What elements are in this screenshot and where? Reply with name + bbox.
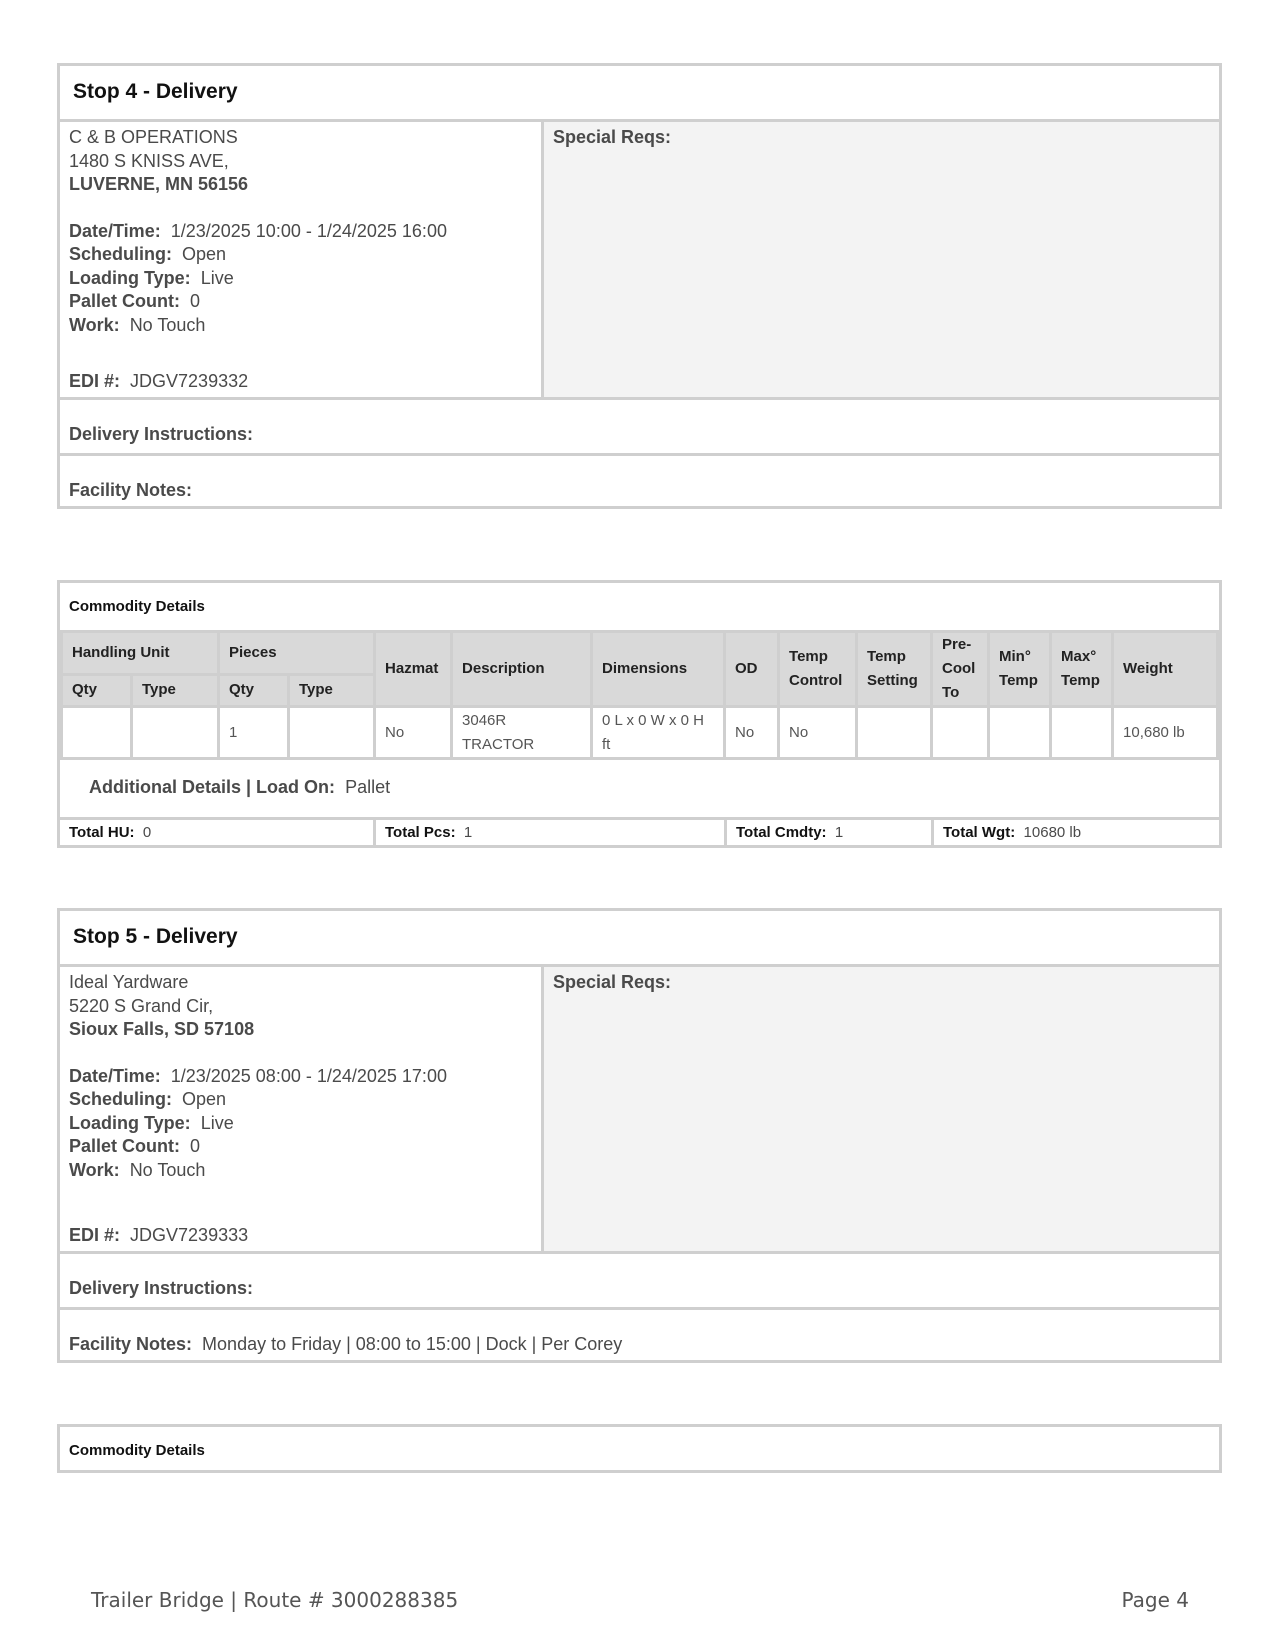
loading-type-field: Loading Type: Live — [69, 1112, 234, 1133]
cell-max-temp — [1051, 707, 1113, 759]
header-pc-qty: Qty — [219, 674, 289, 706]
header-hu-qty: Qty — [62, 674, 132, 706]
stop-5-panel — [57, 908, 1222, 1363]
facility-notes: Facility Notes: — [60, 453, 1219, 506]
header-handling-unit: Handling Unit — [62, 632, 219, 675]
total-pcs: Total Pcs: 1 — [373, 820, 724, 845]
header-temp-control: Temp Control — [779, 632, 857, 707]
work-field: Work: No Touch — [69, 1159, 206, 1180]
cell-pc-qty: 1 — [219, 707, 289, 759]
work-field: Work: No Touch — [69, 314, 206, 335]
total-hu: Total HU: 0 — [69, 824, 152, 841]
scheduling-field: Scheduling: Open — [69, 1089, 227, 1109]
header-pc-type: Type — [289, 674, 375, 706]
header-dimensions: Dimensions — [592, 632, 725, 707]
company-name: C & B OPERATIONS — [69, 127, 238, 147]
city-state-zip: Sioux Falls, SD 57108 — [69, 1019, 255, 1039]
header-description: Description — [452, 632, 592, 707]
header-hu-type: Type — [132, 674, 219, 706]
cell-hu-type — [132, 707, 219, 759]
street-address: 1480 S KNISS AVE, — [69, 150, 229, 171]
header-min-temp: Min° Temp — [989, 632, 1051, 707]
special-reqs-panel — [544, 967, 1219, 1251]
pallet-count-field: Pallet Count: 0 — [69, 1136, 201, 1156]
totals-row — [60, 817, 1219, 845]
stop-address-block — [60, 967, 544, 1251]
cell-od: No — [725, 707, 779, 759]
commodity-table — [60, 630, 1219, 760]
edi-field: EDI #: JDGV7239333 — [69, 1224, 249, 1245]
special-reqs-label: Special Reqs: — [553, 127, 672, 147]
cell-precool — [932, 707, 989, 759]
cell-min-temp — [989, 707, 1051, 759]
commodity-title: Commodity Details — [69, 598, 205, 615]
datetime-field: Date/Time: 1/23/2025 08:00 - 1/24/2025 17:00 — [69, 1065, 447, 1086]
commodity-details-panel: Commodity Details — [57, 1424, 1222, 1473]
cell-hu-qty — [62, 707, 132, 759]
delivery-instructions: Delivery Instructions: — [69, 424, 254, 444]
footer-page-number: Page 4 — [1121, 1588, 1189, 1612]
loading-type-field: Loading Type: Live — [69, 267, 234, 288]
pallet-count-field: Pallet Count: 0 — [69, 291, 201, 311]
stop-address-block — [60, 122, 544, 397]
company-name: Ideal Yardware — [69, 972, 189, 992]
delivery-instructions: Delivery Instructions: — [69, 1278, 254, 1298]
total-wgt: Total Wgt: 10680 lb — [931, 820, 1219, 845]
cell-pc-type — [289, 707, 375, 759]
table-row — [62, 707, 1218, 759]
cell-weight: 10,680 lb — [1113, 707, 1218, 759]
stop-4-panel — [57, 63, 1222, 509]
header-temp-setting: Temp Setting — [857, 632, 932, 707]
stop-title: Stop 5 - Delivery — [60, 911, 1219, 967]
header-pieces: Pieces — [219, 632, 375, 675]
special-reqs-panel — [544, 122, 1219, 397]
special-reqs-label: Special Reqs: — [553, 972, 672, 992]
cell-description: 3046R TRACTOR — [452, 707, 592, 759]
header-max-temp: Max° Temp — [1051, 632, 1113, 707]
cell-temp-setting — [857, 707, 932, 759]
header-od: OD — [725, 632, 779, 707]
datetime-field: Date/Time: 1/23/2025 10:00 - 1/24/2025 16:00 — [69, 220, 447, 241]
cell-dimensions: 0 L x 0 W x 0 H ft — [592, 707, 725, 759]
scheduling-field: Scheduling: Open — [69, 244, 227, 264]
stop-title: Stop 4 - Delivery — [60, 66, 1219, 122]
header-hazmat: Hazmat — [375, 632, 452, 707]
edi-field: EDI #: JDGV7239332 — [69, 370, 249, 391]
commodity-details-panel — [57, 580, 1222, 848]
additional-details: Additional Details | Load On: Pallet — [89, 777, 391, 797]
cell-temp-control: No — [779, 707, 857, 759]
header-weight: Weight — [1113, 632, 1218, 707]
header-precool: Pre-Cool To — [932, 632, 989, 707]
cell-hazmat: No — [375, 707, 452, 759]
total-cmdty: Total Cmdty: 1 — [724, 820, 931, 845]
street-address: 5220 S Grand Cir, — [69, 995, 214, 1016]
facility-notes: Facility Notes: Monday to Friday | 08:00 to 15:00 | Dock | Per Corey — [60, 1307, 1219, 1360]
footer-route: Trailer Bridge | Route # 3000288385 — [91, 1588, 459, 1612]
city-state-zip: LUVERNE, MN 56156 — [69, 174, 249, 194]
